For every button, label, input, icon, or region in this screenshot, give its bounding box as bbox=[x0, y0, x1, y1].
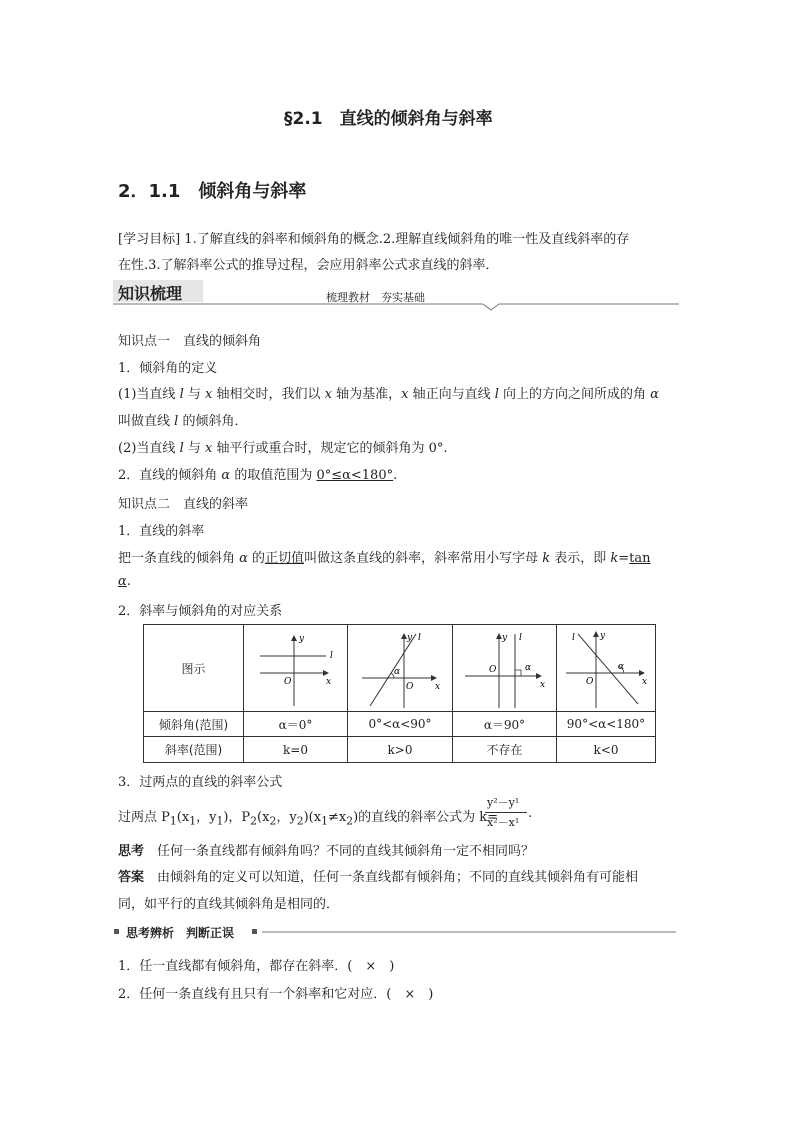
y-label: y bbox=[407, 632, 413, 643]
section-heading: 2．1.1 倾斜角与斜率 bbox=[118, 181, 307, 202]
var-alpha: α bbox=[239, 551, 248, 566]
text: 把一条直线的倾斜角 bbox=[118, 551, 240, 566]
text: (x bbox=[176, 810, 190, 825]
origin-label: O bbox=[283, 676, 291, 687]
formula-line bbox=[118, 806, 498, 828]
var-l: l bbox=[494, 387, 499, 402]
x-label: x bbox=[642, 676, 648, 687]
text: . bbox=[393, 468, 398, 483]
angle-cell: 0°<α<90° bbox=[348, 712, 453, 737]
graph-horizontal bbox=[246, 626, 346, 711]
text: 的取值范围为 bbox=[230, 468, 317, 483]
text: 叫做直线 bbox=[118, 414, 175, 429]
objective-label: [学习目标] bbox=[118, 232, 181, 247]
kp1-line2 bbox=[118, 437, 448, 456]
banner-title: 知识梳理 bbox=[118, 284, 183, 303]
var-x: x bbox=[401, 387, 409, 402]
slope-cell: 不存在 bbox=[453, 737, 557, 763]
line-label: l bbox=[418, 632, 421, 643]
origin-label: O bbox=[586, 676, 594, 687]
text: (2)当直线 bbox=[118, 441, 180, 456]
graph-cell-2 bbox=[348, 625, 453, 712]
var-l: l bbox=[179, 441, 184, 456]
text: 表示，即 bbox=[550, 551, 611, 566]
page-title: §2.1 直线的倾斜角与斜率 bbox=[284, 109, 493, 129]
origin-label: O bbox=[406, 681, 414, 692]
angle-cell: α＝90° bbox=[453, 712, 557, 737]
graph-cell-3 bbox=[453, 625, 557, 712]
var-alpha: α bbox=[650, 387, 659, 402]
text: 2．直线的倾斜角 bbox=[118, 468, 222, 483]
table-header-cell bbox=[144, 625, 244, 712]
slope-angle-table bbox=[143, 624, 656, 763]
kp2-item2: 2．斜率与倾斜角的对应关系 bbox=[118, 604, 283, 619]
slope-cell: k=0 bbox=[244, 737, 348, 763]
y-label: y bbox=[600, 630, 606, 641]
graph-vertical bbox=[455, 626, 555, 711]
text: . bbox=[126, 574, 131, 589]
kp2-definition bbox=[118, 547, 651, 566]
text: 与 bbox=[183, 441, 205, 456]
judge-item-2: 2．任何一条直线有且只有一个斜率和它对应．( × ) bbox=[118, 987, 434, 1002]
line-label: l bbox=[329, 650, 333, 661]
banner-subtitle: 梳理教材 夯实基础 bbox=[326, 291, 425, 304]
text: 与 bbox=[183, 387, 205, 402]
origin-label: O bbox=[488, 664, 496, 675]
alpha-label: α bbox=[394, 666, 401, 677]
slope-cell: k>0 bbox=[348, 737, 453, 763]
y-label: y bbox=[298, 633, 304, 644]
formula-end: . bbox=[528, 806, 533, 821]
graph-negative-slope bbox=[558, 626, 654, 711]
think-answer-line bbox=[118, 866, 638, 885]
objective-text-1: 1.了解直线的斜率和倾斜角的概念.2.理解直线倾斜角的唯一性及直线斜率的存 bbox=[184, 232, 630, 247]
text: 向上的方向之间所成的角 bbox=[498, 387, 651, 402]
text: 过两点 P bbox=[118, 810, 170, 825]
text: ，y bbox=[276, 810, 297, 825]
subscript: 1 bbox=[189, 814, 197, 828]
think-label: 思考 bbox=[118, 844, 145, 859]
text: )，P bbox=[223, 810, 251, 825]
answer-label: 答案 bbox=[118, 870, 145, 885]
objective-line-1 bbox=[118, 228, 629, 247]
text: (x bbox=[257, 810, 270, 825]
var-k: k bbox=[542, 551, 551, 566]
text: 轴平行或重合时，规定它的倾斜角为 0°. bbox=[212, 441, 448, 456]
kp2-item1: 1．直线的斜率 bbox=[118, 524, 205, 539]
var-x: x bbox=[205, 387, 213, 402]
text: = bbox=[618, 551, 630, 566]
kp1-item2 bbox=[118, 464, 397, 483]
text: 的 bbox=[247, 551, 266, 566]
x-label: x bbox=[435, 681, 441, 692]
kp2-heading: 知识点二 直线的斜率 bbox=[118, 497, 249, 512]
graph-positive-slope bbox=[350, 626, 450, 711]
kp1-line1 bbox=[118, 383, 659, 402]
tangent-word: 正切值 bbox=[265, 551, 305, 566]
angle-cell: α＝0° bbox=[244, 712, 348, 737]
angle-row-label: 倾斜角(范围) bbox=[144, 712, 244, 737]
text: 轴正向与直线 bbox=[408, 387, 495, 402]
slope-row-label: 斜率(范围) bbox=[144, 737, 244, 763]
var-l: l bbox=[179, 387, 184, 402]
formula-item3: 3．过两点的直线的斜率公式 bbox=[118, 775, 283, 790]
subscript: 2 bbox=[346, 814, 354, 828]
kp2-definition-cont bbox=[118, 574, 131, 589]
alpha-label: α bbox=[524, 662, 531, 673]
text: ，y bbox=[196, 810, 217, 825]
tan-word: tan bbox=[629, 551, 651, 566]
angle-range: 0°≤α<180° bbox=[316, 468, 394, 483]
slope-cell: k<0 bbox=[557, 737, 656, 763]
table-header: 图示 bbox=[181, 661, 206, 676]
alpha-label: α bbox=[618, 661, 625, 672]
objective-text-2: 在性.3.了解斜率公式的推导过程，会应用斜率公式求直线的斜率． bbox=[118, 258, 499, 273]
var-k: k bbox=[610, 551, 619, 566]
subscript: 1 bbox=[321, 814, 328, 828]
y-label: y bbox=[501, 632, 507, 643]
var-alpha: α bbox=[118, 574, 127, 589]
text: )(x bbox=[303, 810, 322, 825]
fraction-bar bbox=[485, 812, 527, 813]
subscript: 2 bbox=[269, 814, 277, 828]
var-l: l bbox=[174, 414, 179, 429]
subscript: 1 bbox=[169, 814, 177, 828]
line-label: l bbox=[572, 632, 575, 643]
x-label: x bbox=[539, 679, 545, 690]
graph-cell-1 bbox=[244, 625, 348, 712]
judge-item-1: 1．任一直线都有倾斜角，都存在斜率．( × ) bbox=[118, 959, 395, 974]
subscript: 2 bbox=[296, 814, 304, 828]
x-label: x bbox=[325, 676, 331, 687]
var-x: x bbox=[205, 441, 213, 456]
slope-numerator: y²－y¹ bbox=[487, 796, 520, 809]
answer-text-2: 同，如平行的直线其倾斜角是相同的． bbox=[118, 897, 340, 912]
judge-heading: 思考辨析 判断正误 bbox=[126, 926, 235, 940]
text: 轴相交时，我们以 bbox=[212, 387, 325, 402]
text: 的倾斜角． bbox=[178, 414, 248, 429]
kp1-line1-cont bbox=[118, 410, 247, 429]
subscript: 2 bbox=[250, 814, 258, 828]
subscript: 1 bbox=[216, 814, 224, 828]
angle-cell: 90°<α<180° bbox=[557, 712, 656, 737]
slope-denominator: x²－x¹ bbox=[487, 816, 520, 829]
line-label: l bbox=[518, 632, 522, 643]
text: 叫做这条直线的斜率，斜率常用小写字母 bbox=[304, 551, 543, 566]
graph-cell-4 bbox=[557, 625, 656, 712]
var-x: x bbox=[324, 387, 332, 402]
var-alpha: α bbox=[221, 468, 231, 483]
answer-text-1: 由倾斜角的定义可以知道，任何一条直线都有倾斜角；不同的直线其倾斜角有可能相 bbox=[157, 870, 639, 885]
think-question: 任何一条直线都有倾斜角吗？不同的直线其倾斜角一定不相同吗？ bbox=[157, 844, 535, 859]
think-question-line bbox=[118, 840, 534, 859]
kp1-item1: 1．倾斜角的定义 bbox=[118, 361, 218, 376]
kp1-heading: 知识点一 直线的倾斜角 bbox=[118, 334, 262, 349]
text: )的直线的斜率公式为 k= bbox=[353, 810, 499, 825]
text: (1)当直线 bbox=[118, 387, 180, 402]
text: 轴为基准， bbox=[331, 387, 402, 402]
text: ≠x bbox=[327, 810, 347, 825]
